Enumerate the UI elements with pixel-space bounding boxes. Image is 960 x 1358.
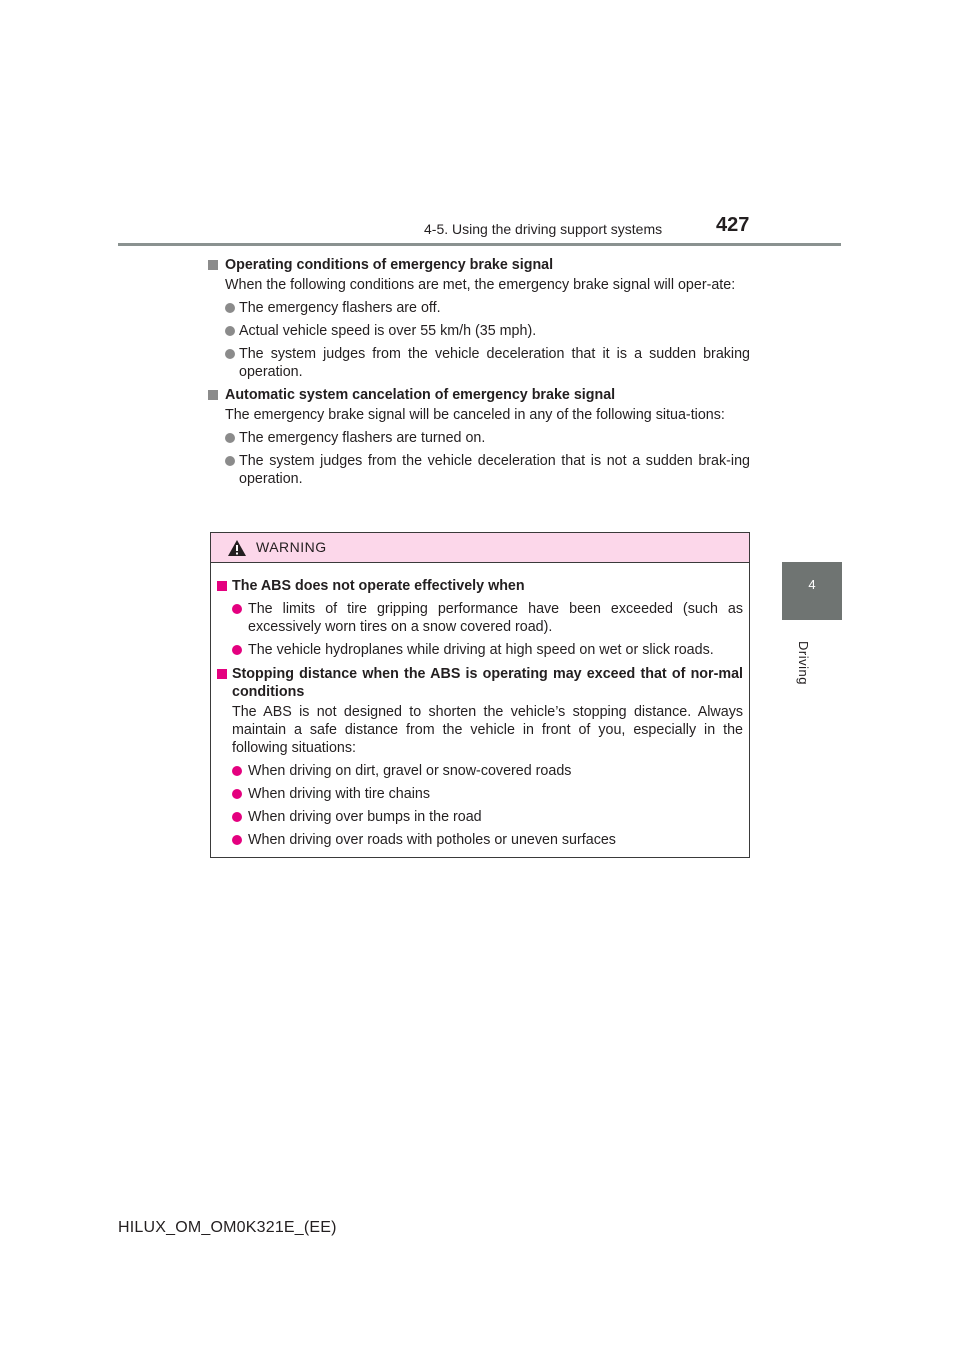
chapter-tab[interactable]	[782, 562, 842, 620]
warning-box	[210, 532, 750, 858]
chapter-number: 4	[808, 577, 816, 592]
list-item: The system judges from the vehicle deceleration that is not a sudden brak-ing operation.	[208, 452, 750, 488]
square-bullet-icon	[208, 260, 218, 270]
round-bullet-icon	[225, 349, 235, 359]
round-bullet-icon	[232, 812, 242, 822]
list-item: The limits of tire gripping performance have been exceeded (such as excessively worn tires on a snow covered road).	[217, 600, 743, 636]
list-item: Actual vehicle speed is over 55 km/h (35 mph).	[208, 322, 750, 340]
square-bullet-icon	[208, 390, 218, 400]
round-bullet-icon	[225, 303, 235, 313]
list-item: The emergency flashers are turned on.	[208, 429, 750, 447]
square-bullet-icon	[217, 581, 227, 591]
main-content	[208, 254, 750, 488]
square-bullet-icon	[217, 669, 227, 679]
header-divider	[118, 243, 841, 246]
list-item: The vehicle hydroplanes while driving at high speed on wet or slick roads.	[217, 641, 743, 659]
page-number: 427	[716, 214, 750, 236]
section-intro: The emergency brake signal will be canceled in any of the following situa-tions:	[225, 407, 725, 423]
round-bullet-icon	[232, 789, 242, 799]
chapter-label: Driving	[796, 641, 811, 685]
warning-title: WARNING	[256, 539, 327, 555]
round-bullet-icon	[225, 433, 235, 443]
warning-intro: The ABS is not designed to shorten the vehicle’s stopping distance. Always maintain a safe distance from the vehicle in front of you, especially in the following situations:	[232, 704, 743, 756]
list-item: When driving over bumps in the road	[217, 808, 743, 826]
section-intro: When the following conditions are met, the emergency brake signal will oper-ate:	[225, 277, 736, 293]
list-item: When driving over roads with potholes or uneven surfaces	[217, 831, 743, 849]
list-item: The emergency flashers are off.	[208, 299, 750, 317]
round-bullet-icon	[232, 645, 242, 655]
section-heading: Operating conditions of emergency brake signal	[208, 256, 750, 274]
round-bullet-icon	[225, 456, 235, 466]
round-bullet-icon	[232, 766, 242, 776]
warning-triangle-icon	[227, 539, 247, 557]
warning-body	[217, 573, 743, 849]
warning-heading: The ABS does not operate effectively when	[217, 577, 743, 595]
warning-header	[211, 533, 749, 563]
section-title: 4-5. Using the driving support systems	[424, 221, 663, 237]
list-item: The system judges from the vehicle deceleration that it is a sudden braking operation.	[208, 345, 750, 381]
document-id: HILUX_OM_OM0K321E_(EE)	[118, 1219, 337, 1236]
round-bullet-icon	[232, 835, 242, 845]
list-item: When driving with tire chains	[217, 785, 743, 803]
round-bullet-icon	[225, 326, 235, 336]
round-bullet-icon	[232, 604, 242, 614]
section-heading: Automatic system cancelation of emergency brake signal	[208, 386, 750, 404]
warning-heading: Stopping distance when the ABS is operating may exceed that of nor-mal conditions	[217, 665, 743, 701]
list-item: When driving on dirt, gravel or snow-covered roads	[217, 762, 743, 780]
